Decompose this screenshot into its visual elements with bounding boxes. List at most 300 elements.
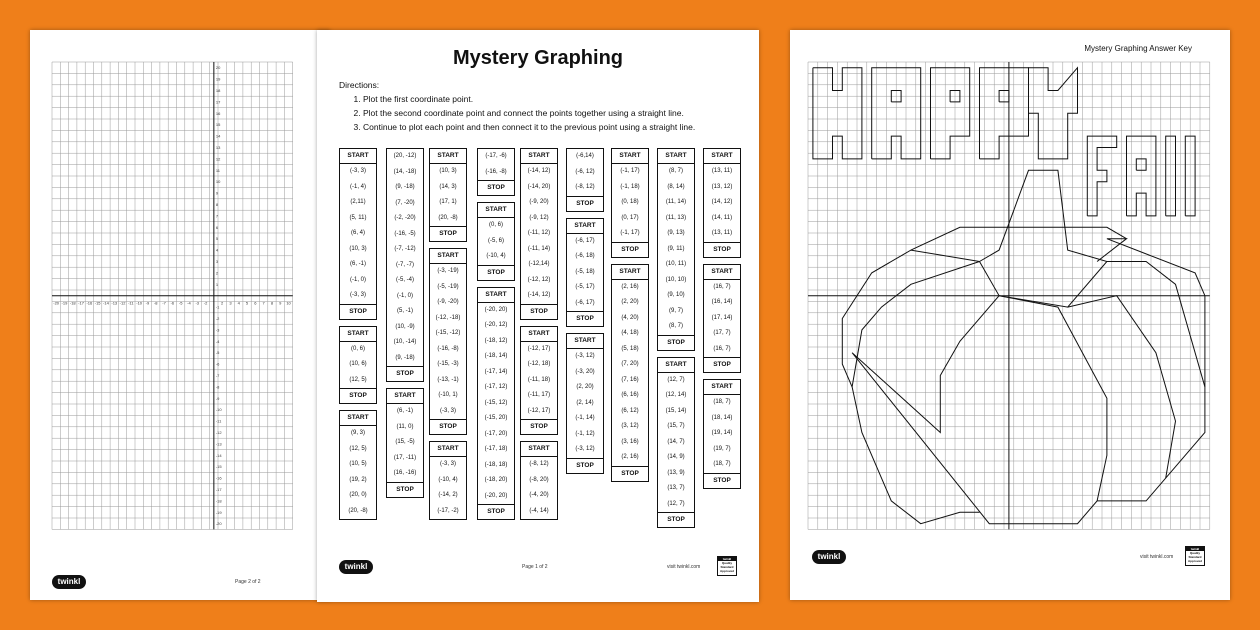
coordinate-point: (14, 12) bbox=[711, 199, 733, 205]
footer-url: visit twinkl.com bbox=[1140, 554, 1174, 560]
stop-label: STOP bbox=[430, 419, 466, 434]
direction-item: 1. Plot the first coordinate point. bbox=[363, 92, 695, 106]
answer-key-title: Mystery Graphing Answer Key bbox=[1084, 44, 1192, 53]
coordinate-point: (-5, 6) bbox=[487, 237, 504, 244]
stop-label: STOP bbox=[340, 304, 376, 319]
coordinate-box bbox=[477, 202, 515, 281]
start-label: START bbox=[340, 411, 376, 426]
coordinate-box bbox=[566, 218, 604, 328]
quality-badge: twinkl Quality Standard Approved bbox=[717, 556, 737, 576]
y-tick-label: 10 bbox=[215, 179, 221, 185]
coordinate-point: (2,11) bbox=[350, 199, 366, 205]
coordinate-point: (-16, -8) bbox=[437, 345, 459, 352]
coordinate-point: (0, 18) bbox=[621, 199, 639, 205]
stop-label: STOP bbox=[612, 242, 648, 257]
coordinate-point: (13, 9) bbox=[667, 469, 685, 476]
coordinate-point: (17, 1) bbox=[439, 199, 457, 205]
coordinate-point: (10, 6) bbox=[349, 361, 367, 367]
coordinate-point: (-14, 12) bbox=[527, 292, 551, 298]
start-label: START bbox=[521, 327, 557, 342]
coordinate-point: (14, 3) bbox=[439, 183, 457, 190]
x-tick-label: -3 bbox=[195, 300, 200, 306]
x-tick-label: -4 bbox=[187, 300, 191, 306]
coordinate-point: (14, 9) bbox=[667, 454, 685, 460]
coordinate-point: (7, 20) bbox=[621, 361, 639, 367]
answer-path bbox=[931, 68, 970, 159]
coordinate-box bbox=[477, 148, 515, 196]
stop-label: STOP bbox=[430, 226, 466, 241]
x-tick-label: -7 bbox=[162, 300, 166, 306]
y-tick-label: -16 bbox=[215, 475, 222, 481]
x-tick-label: 4 bbox=[237, 300, 240, 306]
start-label: START bbox=[567, 334, 603, 349]
coordinate-point: (-5, 18) bbox=[575, 268, 595, 275]
start-label: START bbox=[704, 265, 740, 280]
coordinate-point: (-3, 3) bbox=[439, 461, 456, 467]
coordinate-box bbox=[703, 264, 741, 374]
coordinate-point: (-3, -19) bbox=[437, 268, 459, 274]
coordinate-point: (-20, 12) bbox=[484, 322, 508, 328]
coordinate-point: (-6, 17) bbox=[575, 237, 595, 244]
coordinate-point: (0, 17) bbox=[621, 214, 639, 221]
coordinate-point: (-8, 20) bbox=[529, 476, 549, 483]
coordinate-point: (13, 11) bbox=[711, 230, 733, 236]
page-title: Mystery Graphing bbox=[452, 47, 624, 69]
coordinate-point: (10, 10) bbox=[665, 276, 687, 283]
coordinate-point: (20, -8) bbox=[348, 507, 368, 514]
start-label: START bbox=[612, 149, 648, 164]
coordinate-point: (9, 10) bbox=[667, 292, 685, 298]
coordinate-point: (9, -18) bbox=[395, 184, 415, 190]
coordinate-point: (-17, 18) bbox=[484, 446, 508, 452]
x-tick-label: 2 bbox=[221, 300, 224, 306]
stop-label: STOP bbox=[658, 335, 694, 350]
coordinate-point: (5, 11) bbox=[349, 214, 367, 221]
start-label: START bbox=[521, 149, 557, 164]
coordinate-point: (5, -1) bbox=[396, 308, 413, 314]
stop-label: STOP bbox=[387, 482, 423, 497]
x-tick-label: -8 bbox=[153, 300, 158, 306]
coordinate-point: (-15, -12) bbox=[435, 330, 461, 336]
start-label: START bbox=[567, 219, 603, 234]
coordinate-point: (-9, 12) bbox=[529, 214, 549, 221]
coordinate-point: (9, -18) bbox=[395, 354, 415, 361]
coordinate-point: (12, 7) bbox=[667, 500, 685, 507]
coordinate-point: (20, 0) bbox=[349, 492, 367, 498]
coordinate-box bbox=[566, 148, 604, 212]
coordinate-box bbox=[520, 441, 558, 520]
y-tick-label: 18 bbox=[215, 88, 221, 93]
coordinate-box bbox=[520, 326, 558, 436]
y-tick-label: -5 bbox=[215, 350, 220, 356]
x-tick-label: -9 bbox=[145, 300, 150, 306]
directions bbox=[339, 78, 695, 134]
coordinate-point: (2, 14) bbox=[576, 399, 594, 406]
coordinate-point: (14, 11) bbox=[711, 214, 733, 221]
coordinate-point: (15, 14) bbox=[665, 407, 687, 414]
coordinate-point: (9, 7) bbox=[668, 307, 683, 314]
coordinate-point: (4, 18) bbox=[621, 330, 639, 336]
coordinate-point: (6, -1) bbox=[349, 261, 366, 267]
twinkl-logo: twinkl bbox=[339, 560, 373, 574]
coordinate-point: (6, 12) bbox=[621, 407, 639, 414]
coordinate-point: (-16, -8) bbox=[485, 168, 507, 175]
coordinate-point: (14, -18) bbox=[393, 168, 417, 175]
y-tick-label: -2 bbox=[215, 316, 220, 321]
page-number: Page 1 of 2 bbox=[522, 564, 548, 570]
x-tick-label: -18 bbox=[69, 300, 76, 306]
x-tick-label: -16 bbox=[86, 300, 93, 306]
coordinate-point: (2, 20) bbox=[621, 299, 639, 305]
coordinate-point: (-6, 17) bbox=[575, 299, 595, 306]
coordinate-point: (12, 7) bbox=[667, 376, 685, 383]
stop-label: STOP bbox=[612, 466, 648, 481]
coordinate-point: (4, 20) bbox=[621, 314, 639, 321]
coordinate-point: (-1, 17) bbox=[620, 230, 640, 236]
twinkl-logo: twinkl bbox=[812, 550, 846, 564]
coordinate-box bbox=[339, 326, 377, 405]
coordinate-point: (7, 16) bbox=[621, 376, 639, 383]
coordinate-point: (6, 4) bbox=[350, 230, 365, 236]
coordinate-point: (-3, 3) bbox=[349, 292, 366, 298]
y-tick-label: -12 bbox=[215, 430, 222, 435]
y-tick-label: 1 bbox=[215, 281, 219, 287]
coordinate-box bbox=[429, 248, 467, 435]
x-tick-label: -15 bbox=[94, 300, 101, 306]
coordinate-point: (12, 5) bbox=[349, 445, 367, 452]
y-tick-label: -18 bbox=[215, 498, 222, 504]
coordinate-point: (-1, 12) bbox=[575, 430, 595, 437]
coordinate-point: (-1, 4) bbox=[349, 183, 366, 190]
y-tick-label: 12 bbox=[215, 156, 221, 162]
stop-label: STOP bbox=[704, 242, 740, 257]
y-tick-label: -8 bbox=[215, 384, 220, 390]
coordinate-point: (10, 5) bbox=[349, 461, 367, 467]
coordinate-point: (-10, 4) bbox=[486, 253, 506, 259]
coordinate-box bbox=[477, 287, 515, 521]
y-tick-label: 4 bbox=[215, 247, 219, 253]
coordinate-point: (18, 14) bbox=[711, 414, 733, 421]
coordinate-point: (-5, -4) bbox=[396, 277, 414, 283]
coordinate-box bbox=[339, 148, 377, 320]
coordinate-point: (-11, 12) bbox=[527, 230, 551, 236]
y-tick-label: 11 bbox=[215, 167, 221, 173]
y-tick-label: 7 bbox=[215, 213, 219, 219]
y-tick-label: 16 bbox=[215, 110, 221, 116]
coordinate-point: (-17, 12) bbox=[484, 384, 508, 390]
coordinate-point: (16, -16) bbox=[393, 470, 417, 476]
x-tick-label: -5 bbox=[178, 300, 183, 306]
y-tick-label: -13 bbox=[215, 441, 222, 447]
coordinate-point: (14, 7) bbox=[667, 438, 685, 445]
coordinate-point: (-1, 18) bbox=[620, 183, 640, 190]
coordinate-point: (0, 6) bbox=[488, 222, 503, 228]
start-label: START bbox=[430, 442, 466, 457]
x-tick-label: 5 bbox=[245, 300, 249, 306]
coordinate-box bbox=[611, 264, 649, 482]
y-tick-label: 5 bbox=[215, 236, 219, 242]
coordinate-point: (7, -20) bbox=[395, 199, 415, 206]
coordinate-box bbox=[520, 148, 558, 320]
start-label: START bbox=[612, 265, 648, 280]
x-tick-label: 8 bbox=[270, 300, 274, 306]
stop-label: STOP bbox=[387, 366, 423, 381]
coordinate-point: (-11, 14) bbox=[527, 245, 551, 252]
x-tick-label: -19 bbox=[61, 300, 68, 306]
coordinate-point: (2, 16) bbox=[621, 283, 639, 290]
start-label: START bbox=[521, 442, 557, 457]
coordinate-point: (-18, 20) bbox=[484, 477, 508, 483]
coordinate-point: (-13, -1) bbox=[437, 376, 459, 383]
y-tick-label: 9 bbox=[215, 190, 219, 196]
y-tick-label: 6 bbox=[215, 224, 219, 230]
x-tick-label: -13 bbox=[111, 300, 118, 306]
coordinate-point: (-18, 14) bbox=[484, 353, 508, 359]
y-tick-label: -15 bbox=[215, 464, 222, 470]
coordinate-point: (17, -11) bbox=[393, 454, 417, 461]
x-tick-label: 7 bbox=[262, 300, 265, 306]
coordinate-point: (-12, 12) bbox=[527, 276, 551, 283]
coordinate-point: (-3, 12) bbox=[575, 353, 595, 359]
coordinate-point: (-20, 20) bbox=[484, 306, 508, 313]
coordinate-point: (11, 14) bbox=[665, 199, 687, 205]
coordinate-box bbox=[611, 148, 649, 258]
stop-label: STOP bbox=[521, 419, 557, 434]
y-tick-label: -17 bbox=[215, 487, 222, 492]
coordinate-point: (17, 7) bbox=[713, 330, 731, 336]
coordinate-point: (-1, 0) bbox=[349, 276, 366, 283]
start-label: START bbox=[340, 327, 376, 342]
y-tick-label: 19 bbox=[215, 76, 221, 82]
coordinate-point: (13, 12) bbox=[711, 183, 733, 190]
coordinate-point: (11, 13) bbox=[665, 214, 687, 221]
coordinate-point: (-6,14) bbox=[576, 153, 594, 159]
coordinate-point: (-5, -19) bbox=[437, 283, 459, 290]
coordinate-point: (9, 11) bbox=[667, 245, 685, 252]
coordinate-point: (8, 7) bbox=[668, 168, 683, 174]
coordinate-point: (-17, -2) bbox=[437, 507, 459, 514]
coordinate-point: (-10, 4) bbox=[438, 476, 458, 483]
coordinate-point: (13, 7) bbox=[667, 485, 685, 491]
page-number: Page 2 of 2 bbox=[235, 579, 261, 585]
direction-item: 2. Plot the second coordinate point and connect the points together using a straight line. bbox=[363, 106, 695, 120]
y-tick-label: -1 bbox=[215, 304, 220, 310]
coordinate-point: (9, 3) bbox=[350, 430, 365, 436]
x-tick-label: -17 bbox=[78, 300, 84, 306]
coordinate-point: (2, 16) bbox=[621, 454, 639, 460]
y-tick-label: -9 bbox=[215, 395, 220, 401]
stop-label: STOP bbox=[567, 311, 603, 326]
start-label: START bbox=[478, 288, 514, 303]
directions-list bbox=[339, 92, 695, 134]
coordinate-point: (-4, 20) bbox=[529, 492, 549, 498]
directions-heading: Directions: bbox=[339, 80, 380, 90]
coordinate-point: (-3, 20) bbox=[575, 368, 595, 375]
x-tick-label: 10 bbox=[286, 300, 291, 306]
coordinate-point: (-7, -7) bbox=[396, 261, 414, 268]
coordinate-point: (18, 7) bbox=[713, 399, 731, 405]
coordinate-point: (-8, 12) bbox=[529, 461, 549, 467]
coordinate-point: (-18, 18) bbox=[484, 461, 508, 468]
coordinate-point: (16, 14) bbox=[711, 299, 733, 305]
coordinate-point: (10, -9) bbox=[395, 323, 415, 330]
y-tick-label: 14 bbox=[215, 133, 221, 139]
coordinate-point: (9, 13) bbox=[667, 230, 685, 236]
coordinate-point: (0, 6) bbox=[350, 345, 365, 352]
start-label: START bbox=[387, 389, 423, 404]
x-tick-label: 6 bbox=[254, 300, 257, 306]
coordinate-point: (-10, 1) bbox=[438, 392, 458, 398]
x-tick-label: -12 bbox=[119, 300, 126, 306]
coordinate-point: (-20, 20) bbox=[484, 492, 508, 499]
coordinate-point: (-12, 17) bbox=[527, 345, 551, 352]
stop-label: STOP bbox=[478, 265, 514, 280]
coordinate-point: (-3, 12) bbox=[575, 446, 595, 452]
left-coordinate-grid bbox=[30, 30, 330, 600]
coordinate-point: (-12,14) bbox=[528, 261, 550, 267]
x-tick-label: -6 bbox=[170, 300, 175, 306]
coordinate-point: (10, 11) bbox=[665, 261, 687, 267]
quality-badge: twinkl Quality Standard Approved bbox=[1185, 546, 1205, 566]
coordinate-point: (10, 3) bbox=[349, 245, 367, 252]
stop-label: STOP bbox=[567, 458, 603, 473]
x-tick-label: -2 bbox=[203, 300, 208, 306]
stop-label: STOP bbox=[478, 504, 514, 519]
coordinate-point: (-14, 12) bbox=[527, 168, 551, 174]
coordinate-point: (6, -1) bbox=[396, 408, 413, 414]
coordinate-point: (-11, 17) bbox=[527, 392, 551, 398]
coordinate-point: (-8, 12) bbox=[575, 184, 595, 190]
coordinate-point: (-17, 14) bbox=[484, 368, 508, 375]
start-label: START bbox=[704, 149, 740, 164]
coordinate-point: (-9, -20) bbox=[437, 299, 459, 305]
y-tick-label: 17 bbox=[215, 99, 221, 105]
coordinate-point: (10, 3) bbox=[439, 168, 457, 174]
coordinate-point: (12, 14) bbox=[665, 392, 687, 398]
coordinate-point: (10, -14) bbox=[393, 339, 417, 345]
coordinate-box bbox=[386, 148, 424, 382]
y-tick-label: 3 bbox=[215, 259, 219, 264]
coordinate-point: (-12, 17) bbox=[527, 407, 551, 414]
y-tick-label: 20 bbox=[215, 65, 221, 71]
coordinate-box bbox=[566, 333, 604, 474]
x-tick-label: 3 bbox=[229, 300, 232, 306]
coordinate-point: (-12, 18) bbox=[527, 361, 551, 367]
coordinate-point: (17, 14) bbox=[711, 314, 733, 321]
stop-label: STOP bbox=[340, 388, 376, 403]
coordinate-box bbox=[657, 357, 695, 529]
coordinate-point: (3, 16) bbox=[621, 438, 639, 445]
start-label: START bbox=[430, 149, 466, 164]
coordinate-point: (-5, 17) bbox=[575, 284, 595, 290]
coordinate-box bbox=[429, 148, 467, 242]
y-tick-label: -3 bbox=[215, 327, 220, 333]
y-tick-label: -19 bbox=[215, 509, 222, 515]
y-tick-label: 15 bbox=[215, 122, 221, 128]
left-worksheet-page bbox=[30, 30, 330, 600]
coordinate-point: (19, 14) bbox=[711, 430, 733, 436]
coordinate-point: (-15, -3) bbox=[437, 361, 459, 367]
stop-label: STOP bbox=[521, 304, 557, 319]
x-tick-label: 9 bbox=[279, 300, 282, 306]
x-tick-label: -20 bbox=[53, 300, 60, 306]
y-tick-label: -6 bbox=[215, 361, 220, 367]
coordinate-box bbox=[703, 379, 741, 489]
coordinate-point: (20, -8) bbox=[438, 214, 458, 221]
answer-key-grid bbox=[790, 30, 1230, 600]
coordinate-point: (-2, -20) bbox=[394, 215, 416, 221]
coordinate-point: (-14, 20) bbox=[527, 183, 551, 190]
start-label: START bbox=[478, 203, 514, 218]
stop-label: STOP bbox=[567, 196, 603, 211]
coordinate-box bbox=[703, 148, 741, 258]
coordinate-point: (19, 7) bbox=[713, 445, 731, 452]
coordinate-point: (-18, 12) bbox=[484, 337, 508, 344]
coordinate-point: (11, 0) bbox=[396, 423, 414, 430]
y-tick-label: 8 bbox=[215, 202, 219, 207]
coordinate-point: (6, 16) bbox=[621, 392, 639, 398]
coordinate-point: (-1, 14) bbox=[575, 415, 595, 421]
stop-label: STOP bbox=[704, 357, 740, 372]
coordinate-point: (-14, 2) bbox=[438, 492, 458, 498]
coordinate-point: (-17, 20) bbox=[484, 430, 508, 437]
coordinate-point: (-16, -5) bbox=[394, 230, 416, 237]
y-tick-label: -11 bbox=[215, 418, 222, 424]
coordinate-point: (-17, -6) bbox=[485, 153, 507, 159]
x-tick-label: -11 bbox=[128, 300, 134, 306]
x-tick-label: -10 bbox=[136, 300, 143, 306]
coordinate-point: (8, 14) bbox=[667, 183, 685, 190]
coordinate-box bbox=[386, 388, 424, 498]
y-tick-label: 13 bbox=[215, 145, 221, 150]
coordinate-point: (5, 18) bbox=[621, 345, 639, 352]
coordinate-point: (-15, 20) bbox=[484, 415, 508, 421]
y-tick-label: -7 bbox=[215, 373, 220, 378]
twinkl-logo: twinkl bbox=[52, 575, 86, 589]
coordinate-point: (19, 2) bbox=[349, 476, 367, 483]
coordinate-point: (-3, 3) bbox=[349, 168, 366, 174]
stop-label: STOP bbox=[478, 180, 514, 195]
coordinate-box bbox=[657, 148, 695, 351]
y-tick-label: -14 bbox=[215, 452, 222, 458]
stop-label: STOP bbox=[704, 473, 740, 488]
coordinate-point: (18, 7) bbox=[713, 461, 731, 467]
answer-key-page bbox=[790, 30, 1230, 600]
y-tick-label: 2 bbox=[215, 270, 219, 276]
center-worksheet-page bbox=[317, 30, 759, 602]
coordinate-point: (12, 5) bbox=[349, 376, 367, 383]
start-label: START bbox=[658, 358, 694, 373]
coordinate-point: (-15, 12) bbox=[484, 399, 508, 406]
x-tick-label: -14 bbox=[103, 300, 109, 306]
coordinate-point: (-9, 20) bbox=[529, 199, 549, 205]
start-label: START bbox=[658, 149, 694, 164]
start-label: START bbox=[704, 380, 740, 395]
start-label: START bbox=[340, 149, 376, 164]
stop-label: STOP bbox=[658, 512, 694, 527]
coordinate-point: (2, 20) bbox=[576, 384, 594, 390]
y-tick-label: -20 bbox=[215, 521, 222, 527]
coordinate-point: (-1, 0) bbox=[396, 292, 413, 299]
coordinate-point: (15, -5) bbox=[395, 439, 415, 445]
coordinate-point: (15, 7) bbox=[667, 423, 685, 429]
coordinate-box bbox=[339, 410, 377, 520]
coordinate-point: (-6, 12) bbox=[575, 168, 595, 175]
coordinate-point: (-12, -18) bbox=[435, 314, 461, 321]
coordinate-point: (16, 7) bbox=[713, 283, 731, 290]
coordinate-point: (-11, 18) bbox=[527, 376, 551, 383]
coordinate-point: (-4, 14) bbox=[529, 507, 549, 514]
